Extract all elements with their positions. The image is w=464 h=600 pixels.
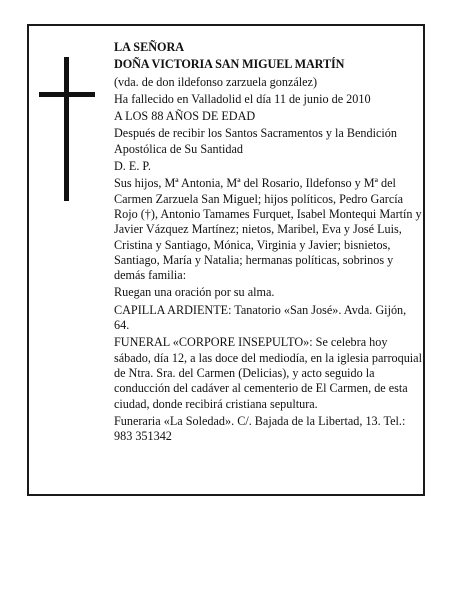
cross-horizontal-bar <box>39 92 95 97</box>
sacraments-line: Después de recibir los Santos Sacramentos y la Bendición Apostólica de Su Santidad <box>114 126 397 156</box>
deceased-name: DOÑA VICTORIA SAN MIGUEL MARTÍN <box>114 57 345 72</box>
cross-vertical-bar <box>64 57 69 201</box>
dep-line: D. E. P. <box>114 159 151 174</box>
funeral-home-paragraph: Funeraria «La Soledad». C/. Bajada de la Libertad, 13. Tel.: 983 351342 <box>114 413 406 444</box>
funeral-paragraph: FUNERAL «CORPORE INSEPULTO»: Se celebra hoy sábado, día 12, a las doce del mediodía, en la iglesia parroquial de Ntra. Sra. del Carmen (Delicias), y acto seguido la conducción del cadáver al cementerio de El Carmen, de esta ciudad, donde recibirá cristiana sepultura. <box>114 335 422 411</box>
notice-text <box>114 40 424 446</box>
prayer-line: Ruegan una oración por su alma. <box>114 285 275 300</box>
cross-icon <box>39 57 99 201</box>
age-line: A LOS 88 AÑOS DE EDAD <box>114 109 256 124</box>
notice-title: LA SEÑORA <box>114 40 185 54</box>
widow-of-line: (vda. de don ildefonso zarzuela gonzález) <box>114 74 318 89</box>
family-paragraph: Sus hijos, Mª Antonia, Mª del Rosario, Ildefonso y Mª del Carmen Zarzuela San Miguel; hijos políticos, Pedro García Rojo (†), Antonio Tamames Furquet, Isabel Montequi Martín y Javier Vázquez Martínez; nietos, Maribel, Eva y José Luis, Cristina y Santiago, Mónica, Virginia y Javier; bisnietos, Santiago, María y Natalia; hermanas políticas, sobrinos y demás familia: <box>114 176 422 283</box>
obituary-notice <box>27 24 425 496</box>
chapel-paragraph: CAPILLA ARDIENTE: Tanatorio «San José». Avda. Gijón, 64. <box>114 302 407 333</box>
death-line: Ha fallecido en Valladolid el día 11 de junio de 2010 <box>114 91 371 106</box>
